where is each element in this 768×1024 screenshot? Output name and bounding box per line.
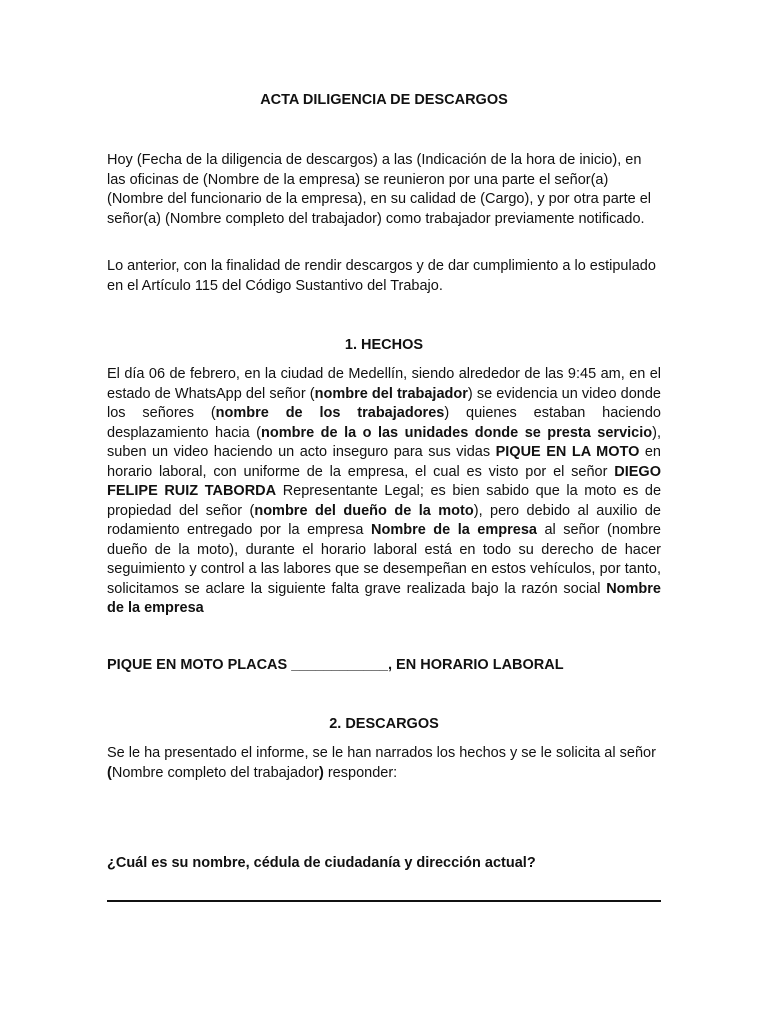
- bold-text-segment: PIQUE EN LA MOTO: [495, 444, 640, 460]
- text-segment: en horario laboral, con uniforme de la empresa, el cual es visto por el señor: [107, 444, 661, 480]
- bold-text-segment: DIEGO FELIPE RUIZ TABORDA: [107, 463, 661, 499]
- bold-text-segment: Nombre de la empresa: [107, 580, 661, 616]
- section-heading-hechos: 1. HECHOS: [344, 337, 424, 353]
- text-segment: al señor (nombre dueño de la moto), durante el horario laboral está en todo su derecho de hacer seguimiento y control a las labores que se desempeñan en estos vehículos, por tanto, solicitamos se aclare la siguiente falta grave realizada bajo la razón social: [107, 522, 661, 597]
- bold-text-segment: nombre de los trabajadores: [215, 405, 445, 421]
- bold-text-segment: nombre de la o las unidades donde se presta servicio: [261, 424, 653, 441]
- text-segment: El día 06 de febrero, en la ciudad de Medellín, siendo alrededor de las 9:45 am, en el estado de WhatsApp del señor (: [107, 366, 661, 402]
- text-segment: Nombre completo del trabajador: [111, 764, 319, 781]
- bold-text-segment: Nombre de la empresa: [371, 522, 537, 538]
- violation-statement: PIQUE EN MOTO PLACAS ____________, EN HORARIO LABORAL: [107, 657, 564, 673]
- section-heading-descargos: 2. DESCARGOS: [329, 716, 439, 732]
- descargos-paragraph: [107, 744, 661, 783]
- text-segment: Se le ha presentado el informe, se le han narrados los hechos y se le solicita al señor: [107, 745, 656, 761]
- text-segment: ), suben un video haciendo un acto inseguro para sus vidas: [107, 424, 661, 460]
- text-segment: ) quienes estaban haciendo desplazamiento hacia (: [107, 405, 661, 441]
- document-title: ACTA DILIGENCIA DE DESCARGOS: [260, 92, 508, 108]
- bold-text-segment: nombre del trabajador: [314, 385, 468, 402]
- bold-text-segment: (: [107, 764, 112, 781]
- bold-text-segment: ): [318, 764, 324, 781]
- bold-text-segment: nombre del dueño de la moto: [254, 502, 474, 519]
- text-segment: ) se evidencia un video donde los señores (: [107, 385, 661, 421]
- answer-line: [107, 900, 661, 902]
- text-segment: responder:: [323, 764, 398, 781]
- intro-paragraph: Hoy (Fecha de la diligencia de descargos) a las (Indicación de la hora de inicio), en las oficinas de (Nombre de la empresa) se reunieron por una parte el señor(a) (Nombre del funcionario de la empresa), en su calidad de (Cargo), y por otra parte el señor(a) (Nombre completo del trabajador) como trabajador previamente notificado.: [107, 152, 652, 227]
- question-name-id-address: ¿Cuál es su nombre, cédula de ciudadanía y dirección actual?: [107, 855, 536, 871]
- purpose-paragraph: Lo anterior, con la finalidad de rendir descargos y de dar cumplimiento a lo estipulado en el Artículo 115 del Código Sustantivo del Trabajo.: [107, 258, 656, 294]
- text-segment: Representante Legal; es bien sabido que la moto es de propiedad del señor (: [107, 483, 662, 519]
- facts-paragraph: [107, 365, 661, 619]
- text-segment: ), pero debido al auxilio de rodamiento entregado por la empresa: [107, 502, 661, 538]
